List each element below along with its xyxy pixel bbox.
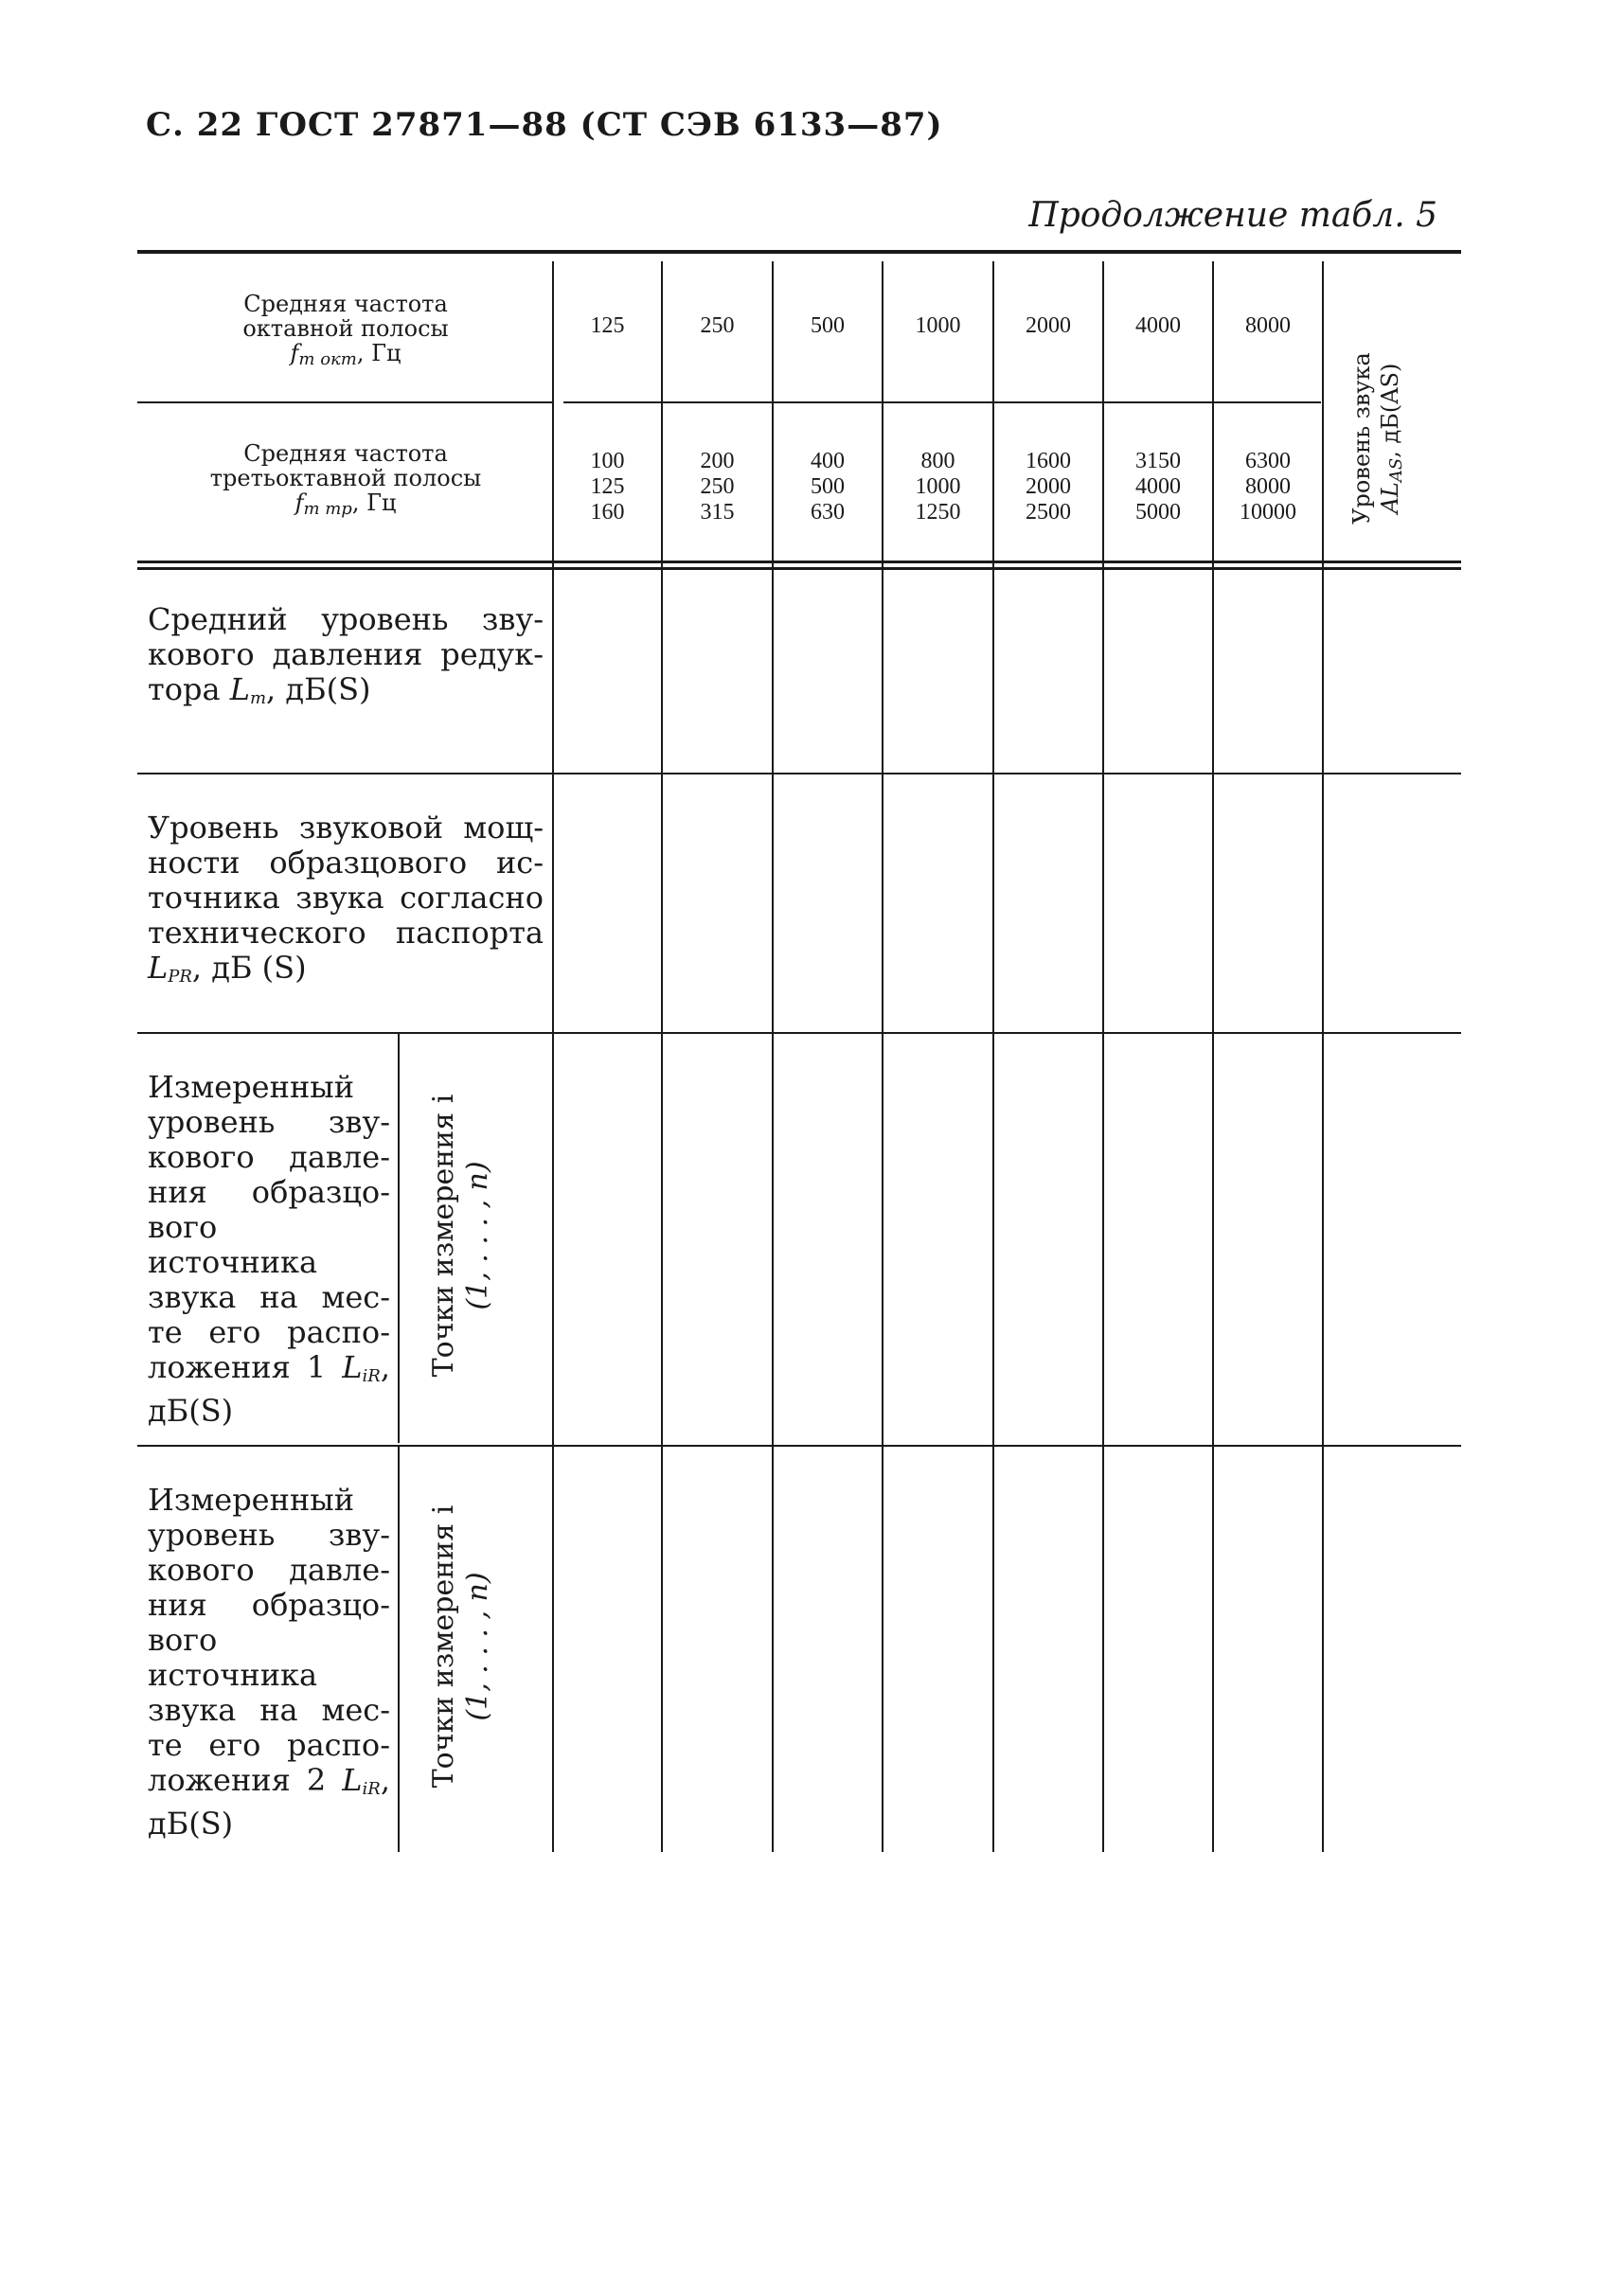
table-continuation-caption: Продолжение табл. 5 (1028, 196, 1437, 235)
octave-freq-2000: 2000 (1026, 313, 1071, 338)
octave-freq-125: 125 (590, 313, 625, 338)
table-top-rule (137, 250, 1461, 254)
third-freq-group-2: 200 250 315 (700, 449, 735, 525)
row-rule-3 (137, 1445, 1461, 1447)
octave-freq-8000: 8000 (1245, 313, 1291, 338)
octave-freq-250: 250 (700, 313, 735, 338)
points-rule-2 (398, 1447, 400, 1852)
col-rule-7 (1322, 261, 1324, 1852)
octave-freq-1000: 1000 (915, 313, 961, 338)
sound-level-column-header: Уровень звука $AL_{AS}$, дБ(AS) (1348, 352, 1406, 525)
page-header: С. 22 ГОСТ 27871—88 (СТ СЭВ 6133—87) (146, 106, 943, 144)
third-freq-group-7: 6300 8000 10000 (1240, 449, 1296, 525)
row-power-level-label: Уровень звуковой мощ-ности образцового ис-точника звука согласно технического паспорта $L_{PR}$, дБ (S) (148, 810, 544, 987)
header-bottom-rule-1 (137, 561, 1461, 563)
third-freq-group-1: 100 125 160 (590, 449, 625, 525)
points-rule-1 (398, 1034, 400, 1443)
row-measured-1-label: Измеренный уровень зву-кового давле-ния образцо-вого источника звука на мес-те его распо-ложения 1 $L_{iR}$, дБ(S) (148, 1069, 390, 1429)
octave-freq-4000: 4000 (1135, 313, 1181, 338)
row-rule-2 (137, 1032, 1461, 1034)
header-bottom-rule-2 (137, 567, 1461, 570)
header-divider-freqs (563, 401, 1321, 403)
row-avg-level-label: Средний уровень зву-кового давления редук-тора $L_m$, дБ(S) (148, 601, 544, 708)
header-divider-left (137, 401, 554, 403)
row-rule-1 (137, 773, 1461, 774)
octave-freq-500: 500 (811, 313, 845, 338)
row-measured-2-label: Измеренный уровень зву-кового давле-ния образцо-вого источника звука на мес-те его распо-ложения 2 $L_{iR}$, дБ(S) (148, 1482, 390, 1842)
row-measured-2-points-label: Точки измерения i (1, . . . , n) (427, 1504, 494, 1789)
third-freq-group-6: 3150 4000 5000 (1135, 449, 1181, 525)
third-freq-group-5: 1600 2000 2500 (1026, 449, 1071, 525)
row-measured-1-points-label: Точки измерения i (1, . . . , n) (427, 1094, 494, 1378)
octave-band-label: Средняя частота октавной полосы $f_{m окт}$, Гц (242, 291, 449, 369)
third-freq-group-3: 400 500 630 (811, 449, 845, 525)
third-octave-band-label: Средняя частота третьоктавной полосы $f_{m тр}$, Гц (209, 440, 482, 519)
third-freq-group-4: 800 1000 1250 (915, 449, 961, 525)
